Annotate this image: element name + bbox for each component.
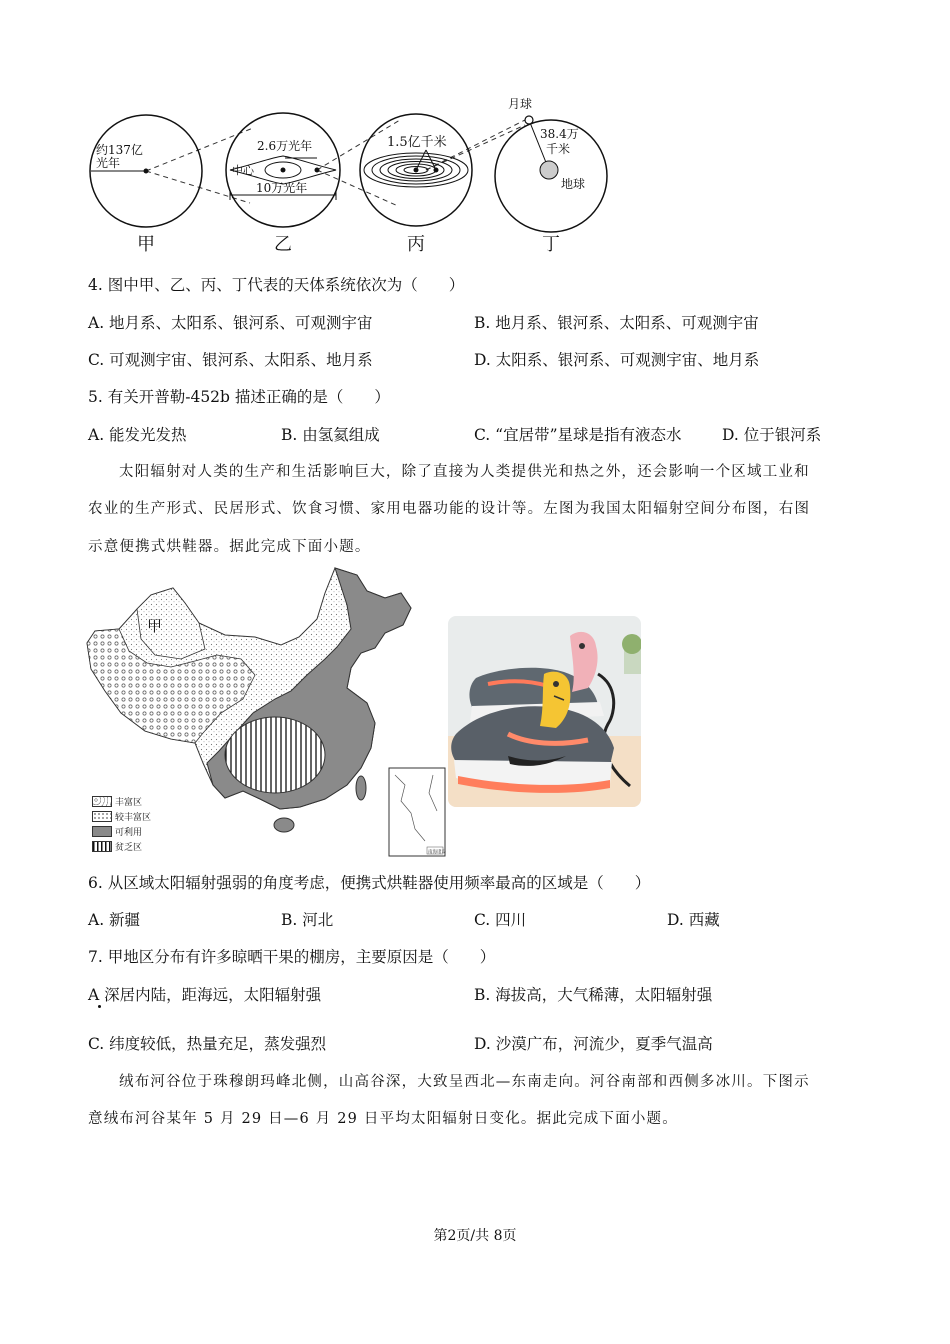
legend-label-rich: 丰富区 xyxy=(115,798,143,808)
legend-rich xyxy=(92,795,142,808)
q7-stem: 7. 甲地区分布有许多晾晒干果的棚房，主要原因是（ ） xyxy=(88,948,496,966)
passage1-line3: 示意便携式烘鞋器。据此完成下面小题。 xyxy=(88,539,371,555)
celestial-systems-diagram xyxy=(80,88,640,263)
jia-label-2: 光年 xyxy=(96,156,121,170)
passage2-line1: 绒布河谷位于珠穆朗玛峰北侧，山高谷深，大致呈西北—东南走向。河谷南部和西侧多冰川。下图示 xyxy=(119,1074,810,1090)
legend-poor xyxy=(92,840,142,853)
legend-swatch-poor xyxy=(92,841,112,852)
caption-bing: 丙 xyxy=(407,234,425,255)
yi-top-label: 2.6万光年 xyxy=(257,139,313,153)
passage1-line2: 农业的生产形式、民居形式、饮食习惯、家用电器功能的设计等。左图为我国太阳辐射空间分布图，右图 xyxy=(88,501,811,517)
q4-option-d[interactable]: D. 太阳系、银河系、可观测宇宙、地月系 xyxy=(474,351,760,369)
q4-option-c[interactable]: C. 可观测宇宙、银河系、太阳系、地月系 xyxy=(88,351,373,369)
ding-earth-label: 地球 xyxy=(561,177,586,191)
legend-label-poor: 贫乏区 xyxy=(115,843,143,853)
q4-option-b[interactable]: B. 地月系、银河系、太阳系、可观测宇宙 xyxy=(474,314,759,332)
q5-option-b[interactable]: B. 由氢氦组成 xyxy=(281,426,380,444)
q5-option-a[interactable]: A. 能发光发热 xyxy=(88,426,187,444)
q6-option-d[interactable]: D. 西藏 xyxy=(667,911,720,929)
q5-option-c[interactable]: C. “宜居带”星球是指有液态水 xyxy=(474,426,682,444)
legend-swatch-usable xyxy=(92,826,112,837)
jia-label-1: 约137亿 xyxy=(96,143,143,157)
passage1-line1: 太阳辐射对人类的生产和生活影响巨大，除了直接为人类提供光和热之外，还会影响一个区域工业和 xyxy=(119,464,810,480)
legend-label-usable: 可利用 xyxy=(115,828,143,838)
emphasis-dot xyxy=(98,1005,101,1008)
q5-stem: 5. 有关开普勒-452b 描述正确的是（ ） xyxy=(88,388,390,406)
q5-option-d[interactable]: D. 位于银河系 xyxy=(722,426,822,444)
passage2-line2: 意绒布河谷某年 5 月 29 日—6 月 29 日平均太阳辐射日变化。据此完成下面小题。 xyxy=(88,1111,678,1127)
q6-option-c[interactable]: C. 四川 xyxy=(474,911,527,929)
caption-yi: 乙 xyxy=(274,234,292,255)
q7-option-a[interactable]: A 深居内陆，距海远，太阳辐射强 xyxy=(88,986,322,1004)
legend-label-fairly-rich: 较丰富区 xyxy=(115,813,152,823)
yi-bottom-label: 10万光年 xyxy=(256,181,308,195)
legend-swatch-rich xyxy=(92,796,112,807)
q6-option-a[interactable]: A. 新疆 xyxy=(88,911,141,929)
q7-option-b[interactable]: B. 海拔高，大气稀薄，太阳辐射强 xyxy=(474,986,713,1004)
shoe-dryer-photo xyxy=(448,616,641,807)
ding-dist-label-2: 千米 xyxy=(546,142,571,156)
yi-center-label: 中心 xyxy=(232,164,254,177)
q7-option-d[interactable]: D. 沙漠广布，河流少，夏季气温高 xyxy=(474,1035,713,1053)
map-inset-label: 南海诸岛 xyxy=(428,850,446,855)
q6-option-b[interactable]: B. 河北 xyxy=(281,911,334,929)
page-footer: 第2页/共 8页 xyxy=(433,1228,517,1244)
legend-swatch-fairly-rich xyxy=(92,811,112,822)
q7-option-c[interactable]: C. 纬度较低，热量充足，蒸发强烈 xyxy=(88,1035,327,1053)
legend-usable xyxy=(92,825,142,838)
caption-ding: 丁 xyxy=(542,234,560,255)
ding-moon-label: 月球 xyxy=(508,97,533,111)
ding-dist-label-1: 38.4万 xyxy=(540,127,579,141)
map-region-jia: 甲 xyxy=(147,617,163,635)
q4-option-a[interactable]: A. 地月系、太阳系、银河系、可观测宇宙 xyxy=(88,314,373,332)
caption-jia: 甲 xyxy=(137,234,155,255)
legend-fairly-rich xyxy=(92,810,151,823)
bing-label: 1.5亿千米 xyxy=(387,135,447,150)
q6-stem: 6. 从区域太阳辐射强弱的角度考虑，便携式烘鞋器使用频率最高的区域是（ ） xyxy=(88,874,651,892)
q4-stem: 4. 图中甲、乙、丙、丁代表的天体系统依次为（ ） xyxy=(88,276,465,294)
